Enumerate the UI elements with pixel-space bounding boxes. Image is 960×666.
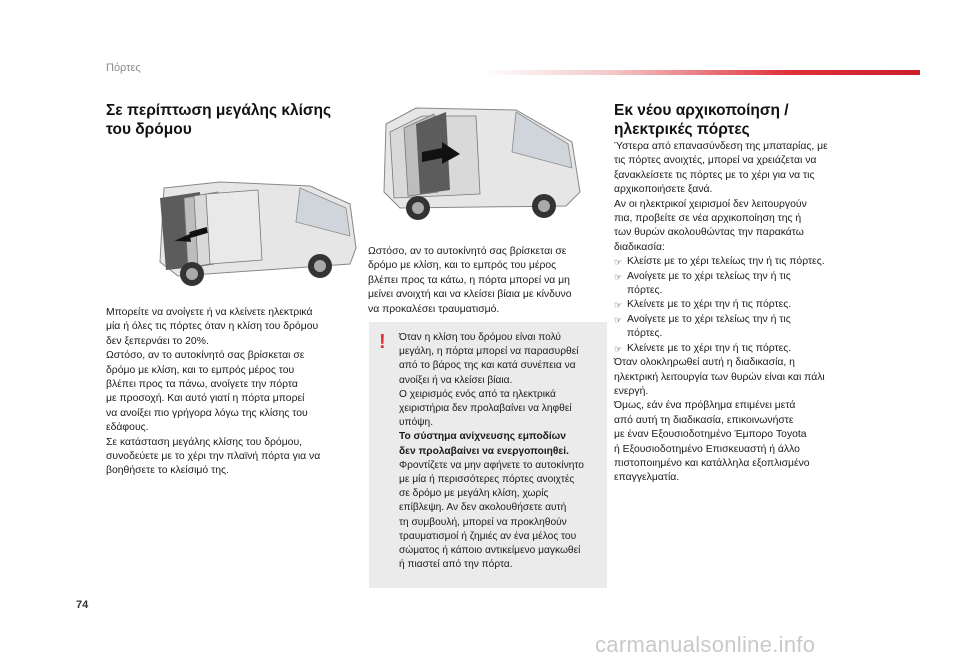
hand-pointer-icon: ☞ xyxy=(614,314,623,325)
warning-box xyxy=(369,322,607,588)
hand-pointer-icon: ☞ xyxy=(614,300,623,311)
bullet-item: ☞ Κλείστε με το χέρι τελείως την ή τις πόρτες. xyxy=(614,255,876,269)
watermark: carmanualsonline.info xyxy=(595,632,816,657)
right-heading: Εκ νέου αρχικοποίηση / ηλεκτρικές πόρτες xyxy=(614,102,789,138)
hand-pointer-icon: ☞ xyxy=(614,271,623,282)
page-number: 74 xyxy=(76,599,89,611)
section-color-bar xyxy=(480,70,920,75)
right-body-text: Ύστερα από επανασύνδεση της μπαταρίας, με τις πόρτες ανοιχτές, μπορεί να χρειάζεται να ξανακλείσετε τις πόρτες με το χέρι για να τις αρχικοποιήσετε ξανά. Αν οι ηλεκτρικοί χειρισμοί δεν λειτουργούν πια, προβείτε σε νέα αρχικοποίηση της ή των θυρών ακολουθώντας την παρακάτω διαδικασία: ☞ Κλείστε με το χέρι τελείως την ή τις πόρτες. ☞ Ανοίγετε με το χέρι τελείως την ή τις πόρτες. ☞ Κλείνετε με το χέρι την ή τις πόρτες. ☞ Ανοίγετε με το χέρι τελείως την ή τις πόρτες. ☞ Κλείνετε με το χέρι την ή τις πόρτες. Όταν ολοκληρωθεί αυτή η διαδικασία, η ηλεκτρική λειτουργία των θυρών είναι και πάλι ενεργή. Όμως, εάν ένα πρόβλημα επιμένει μετά από αυτή τη διαδικασία, επικοινωνήστε με έναν Εξουσιοδοτημένο Έμπορο Toyota ή Εξουσιοδοτημένο Επισκευαστή ή άλλο πιστοποιημένο και κατάλληλα εξοπλισμένο επαγγελματία. xyxy=(614,140,876,486)
hand-pointer-icon: ☞ xyxy=(614,343,623,354)
left-heading: Σε περίπτωση μεγάλης κλίσης του δρόμου xyxy=(106,102,332,138)
warning-text: Όταν η κλίση του δρόμου είναι πολύ μεγάλη, η πόρτα μπορεί να παρασυρθεί από το βάρος της και κατά συνέπεια να ανοίξει ή να κλείσει βίαια. Ο χειρισμός ενός από τα ηλεκτρικά χειριστήρια δεν προλαβαίνει να ληφθεί υπόψη. Το σύστημα ανίχνευσης εμποδίων δεν προλαβαίνει να ενεργοποιηθεί. Φροντίζετε να μην αφήνετε το αυτοκίνητο με μία ή περισσότερες πόρτες ανοιχτές σε δρόμο με μεγάλη κλίση, χωρίς επίβλεψη. Αν δεν ακολουθήσετε αυτή τη συμβουλή, μπορεί να προκληθούν τραυματισμοί ή ζημιές αν ένα μέλος του σώματος ή κάποιο αντικείμενο μαγκωθεί ή πιαστεί από την πόρτα. xyxy=(399,332,584,571)
bullet-item: ☞ Κλείνετε με το χέρι την ή τις πόρτες. xyxy=(614,298,876,312)
van-door-slope-up-illustration xyxy=(150,178,360,288)
van-door-slope-down-illustration xyxy=(376,102,586,224)
bullet-item: ☞ Κλείνετε με το χέρι την ή τις πόρτες. xyxy=(614,342,876,356)
middle-body-text: Ωστόσο, αν το αυτοκίνητό σας βρίσκεται σε δρόμο με κλίση, και το εμπρός του μέρος βλέπει προς τα κάτω, η πόρτα μπορεί να μη μείνει ανοιχτή και να κλείσει βίαια με κίνδυνο να προκαλέσει τραυματισμό. xyxy=(368,246,572,315)
left-body-text: Μπορείτε να ανοίγετε ή να κλείνετε ηλεκτρικά μία ή όλες τις πόρτες όταν η κλίση του δρόμου δεν ξεπερνάει το 20%. Ωστόσο, αν το αυτοκίνητό σας βρίσκεται σε δρόμο με κλίση, και το εμπρός μέρος του βλέπει προς τα πάνω, ανοίγετε την πόρτα με προσοχή. Και αυτό γιατί η πόρτα μπορεί να ανοίξει πιο γρήγορα λόγω της κλίσης του εδάφους. Σε κατάσταση μεγάλης κλίσης του δρόμου, συνοδεύετε με το χέρι την πλαϊνή πόρτα για να βοηθήσετε το κλείσιμό της. xyxy=(106,307,321,477)
bullet-item: ☞ Ανοίγετε με το χέρι τελείως την ή τις πόρτες. xyxy=(614,270,876,299)
section-label: Πόρτες xyxy=(106,62,141,74)
warning-icon: ! xyxy=(379,331,386,353)
bullet-item: ☞ Ανοίγετε με το χέρι τελείως την ή τις πόρτες. xyxy=(614,313,876,342)
hand-pointer-icon: ☞ xyxy=(614,257,623,268)
